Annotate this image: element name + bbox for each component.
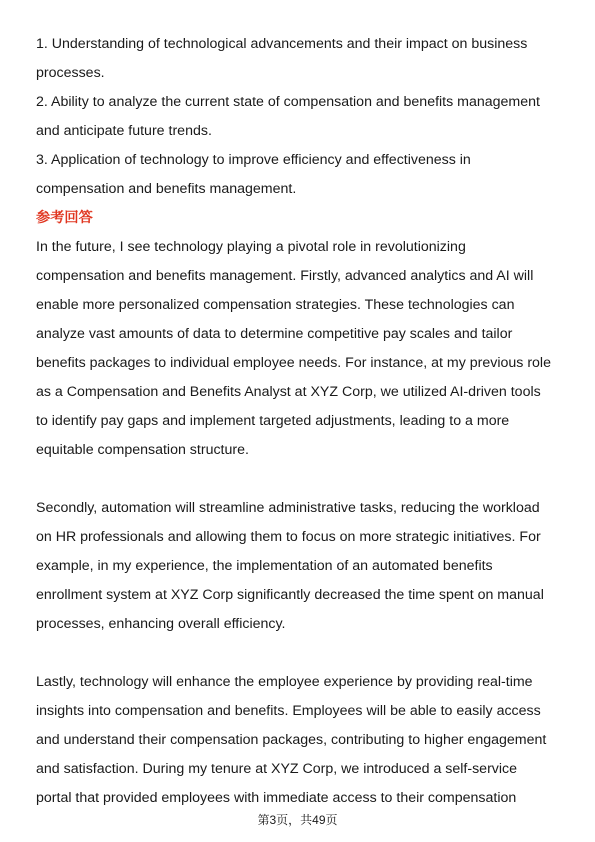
- document-page: [36, 30, 564, 813]
- text-line: and understand their compensation packages, contributing to higher engagement: [36, 732, 547, 748]
- answer-paragraph: [36, 233, 564, 465]
- text-line: as a Compensation and Benefits Analyst at XYZ Corp, we utilized AI-driven tools: [36, 384, 541, 400]
- text-line: 2. Ability to analyze the current state of compensation and benefits management: [36, 94, 540, 110]
- text-line: and satisfaction. During my tenure at XYZ Corp, we introduced a self-service: [36, 761, 518, 777]
- paragraph-spacer: [36, 639, 564, 668]
- text-line: enrollment system at XYZ Corp significantly decreased the time spent on manual: [36, 587, 544, 603]
- answer-paragraph: [36, 668, 564, 813]
- text-line: enable more personalized compensation strategies. These technologies can: [36, 297, 515, 313]
- text-line: insights into compensation and benefits. Employees will be able to easily access: [36, 703, 541, 719]
- text-line: 1. Understanding of technological advancements and their impact on business: [36, 36, 528, 52]
- text-line: portal that provided employees with immediate access to their compensation: [36, 790, 517, 806]
- text-line: and anticipate future trends.: [36, 123, 212, 139]
- page-number: 第3页，共49页: [257, 813, 338, 827]
- text-line: to identify pay gaps and implement targeted adjustments, leading to a more: [36, 413, 510, 429]
- text-line: Lastly, technology will enhance the employee experience by providing real-time: [36, 674, 533, 690]
- text-line: benefits packages to individual employee needs. For instance, at my previous role: [36, 355, 551, 371]
- text-line: analyze vast amounts of data to determine competitive pay scales and tailor: [36, 326, 513, 342]
- criteria-item: [36, 88, 564, 146]
- text-line: equitable compensation structure.: [36, 442, 249, 458]
- text-line: example, in my experience, the implementation of an automated benefits: [36, 558, 493, 574]
- paragraph-spacer: [36, 465, 564, 494]
- criteria-item: [36, 30, 564, 88]
- text-line: compensation and benefits management.: [36, 181, 297, 197]
- text-line: processes.: [36, 65, 105, 81]
- text-line: 3. Application of technology to improve efficiency and effectiveness in: [36, 152, 471, 168]
- text-line: compensation and benefits management. Firstly, advanced analytics and AI will: [36, 268, 534, 284]
- answer-paragraph: [36, 494, 564, 639]
- page-footer: [0, 812, 595, 828]
- criteria-item: [36, 146, 564, 204]
- answer-heading: 参考回答: [36, 210, 93, 226]
- text-line: processes, enhancing overall efficiency.: [36, 616, 286, 632]
- criteria-list: [36, 30, 564, 204]
- text-line: In the future, I see technology playing a pivotal role in revolutionizing: [36, 239, 466, 255]
- text-line: Secondly, automation will streamline administrative tasks, reducing the workload: [36, 500, 540, 516]
- text-line: on HR professionals and allowing them to focus on more strategic initiatives. For: [36, 529, 541, 545]
